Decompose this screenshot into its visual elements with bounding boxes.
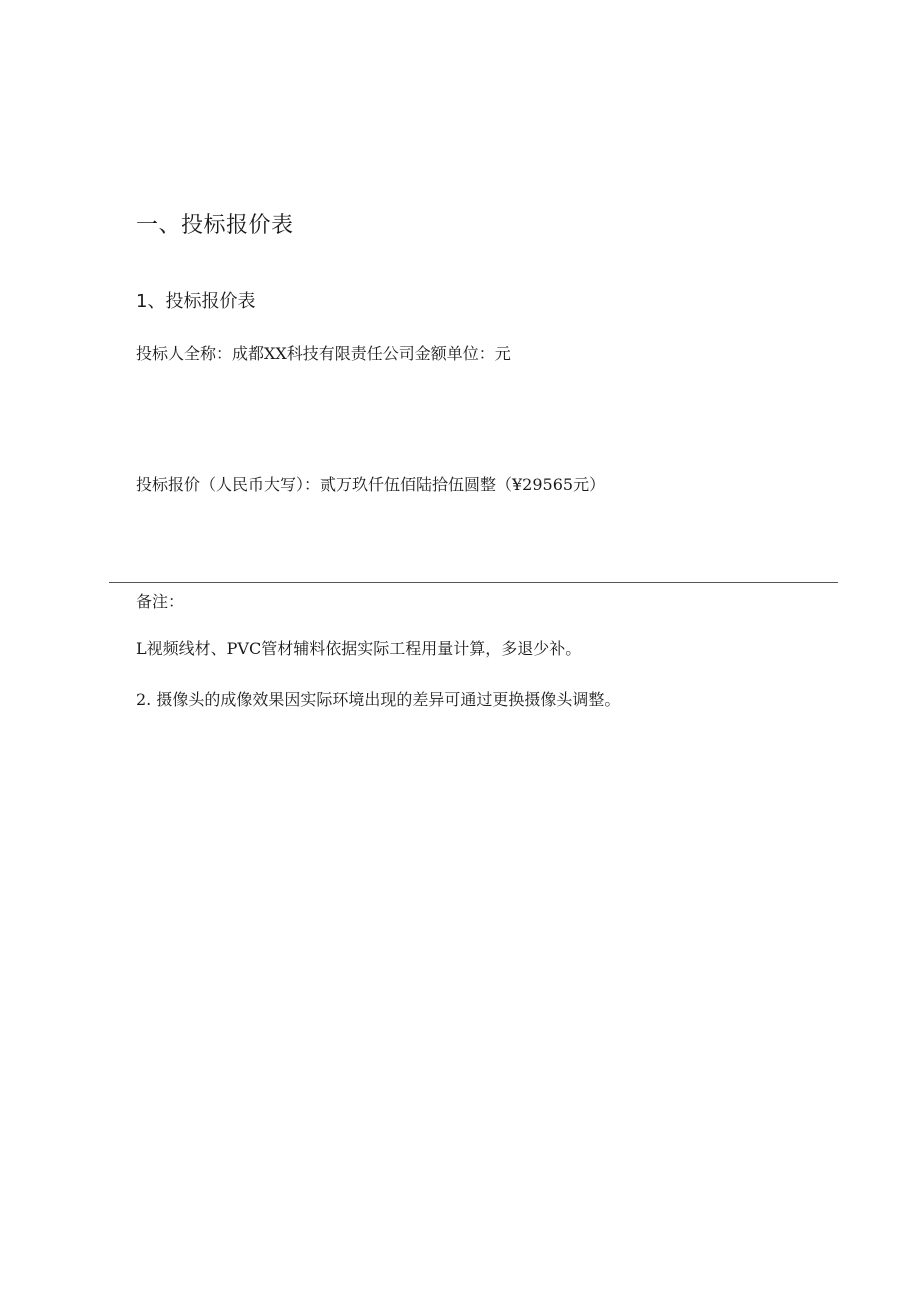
- notes-title: 备注：: [136, 592, 185, 611]
- subsection-title: 1、投标报价表: [136, 291, 256, 312]
- note-item-2: 2. 摄像头的成像效果因实际环境出现的差异可通过更换摄像头调整。: [136, 690, 621, 709]
- section-title: 一、投标报价表: [136, 213, 294, 238]
- note-item-1: L视频线材、PVC管材辅料依据实际工程用量计算，多退少补。: [136, 639, 582, 658]
- bid-price-line: 投标报价（人民币大写）：贰万玖仟伍佰陆拾伍圆整（¥29565元）: [136, 475, 606, 494]
- divider-line: [109, 582, 838, 583]
- bidder-info-line: 投标人全称：成都XX科技有限责任公司金额单位：元: [136, 344, 511, 363]
